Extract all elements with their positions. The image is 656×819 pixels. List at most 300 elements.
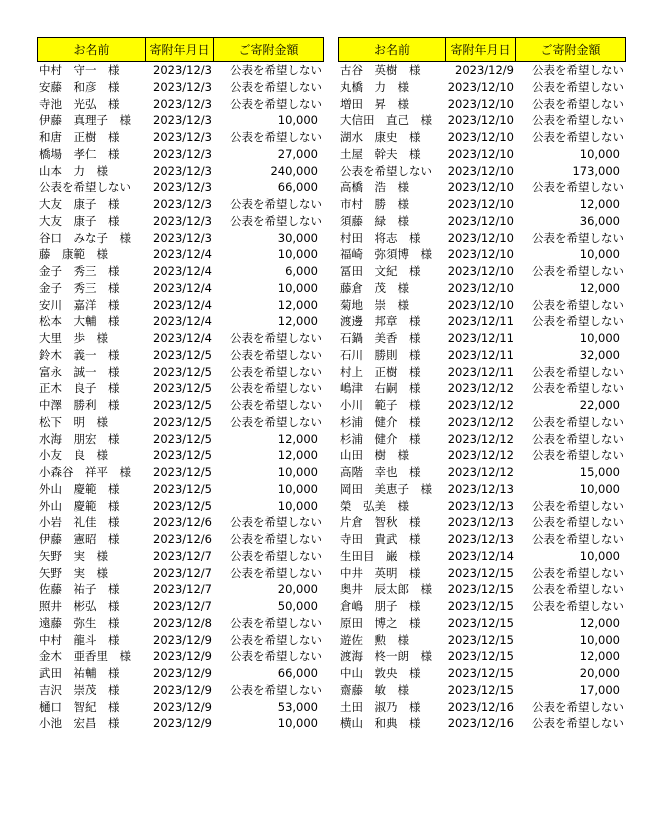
table-row bbox=[37, 263, 324, 280]
donation-amount-cell: 公表を希望しない bbox=[532, 381, 624, 396]
donation-date-cell: 2023/12/16 bbox=[447, 699, 514, 714]
donation-date-cell: 2023/12/10 bbox=[447, 230, 514, 245]
donation-amount-cell: 12,000 bbox=[277, 297, 318, 312]
table-row bbox=[37, 682, 324, 699]
table-row bbox=[338, 498, 626, 515]
table-row bbox=[338, 380, 626, 397]
donation-date-cell: 2023/12/5 bbox=[153, 364, 212, 379]
donation-date-cell: 2023/12/5 bbox=[153, 465, 212, 479]
donation-date-cell: 2023/12/12 bbox=[447, 381, 514, 396]
donation-date-cell: 2023/12/15 bbox=[447, 582, 514, 597]
table-row bbox=[338, 632, 626, 649]
donor-table bbox=[37, 37, 324, 732]
donation-amount-cell: 10,000 bbox=[579, 548, 620, 563]
donor-name-cell: 小岩 礼佳 様 bbox=[39, 515, 120, 530]
donation-date-cell: 2023/12/13 bbox=[447, 532, 514, 546]
table-row bbox=[338, 531, 626, 548]
donor-name-cell: 横山 和典 様 bbox=[340, 716, 421, 731]
donation-date-cell: 2023/12/7 bbox=[153, 565, 212, 580]
donation-amount-cell: 12,000 bbox=[579, 197, 620, 211]
table-row bbox=[37, 96, 324, 113]
table-row bbox=[37, 715, 324, 732]
table-row bbox=[338, 514, 626, 531]
donation-amount-cell: 30,000 bbox=[277, 230, 318, 245]
donor-name-cell: 土屋 幹夫 様 bbox=[340, 146, 421, 161]
donation-amount-cell: 公表を希望しない bbox=[230, 381, 322, 396]
table-row bbox=[37, 112, 324, 129]
table-row bbox=[338, 112, 626, 129]
donation-date-cell: 2023/12/9 bbox=[153, 649, 212, 664]
donation-amount-cell: 10,000 bbox=[579, 331, 620, 345]
donation-date-cell: 2023/12/10 bbox=[447, 280, 514, 295]
donation-amount-cell: 公表を希望しない bbox=[230, 565, 322, 580]
donation-amount-cell: 公表を希望しない bbox=[230, 548, 322, 563]
donation-amount-cell: 12,000 bbox=[579, 280, 620, 295]
donation-amount-cell: 公表を希望しない bbox=[532, 364, 624, 379]
donation-date-cell: 2023/12/11 bbox=[447, 314, 514, 329]
donation-amount-cell: 20,000 bbox=[277, 582, 318, 597]
donation-amount-cell: 公表を希望しない bbox=[230, 96, 322, 111]
table-row bbox=[37, 347, 324, 364]
donation-amount-cell: 公表を希望しない bbox=[532, 180, 624, 195]
donor-name-cell: 村田 将志 様 bbox=[340, 230, 421, 245]
table-row bbox=[37, 615, 324, 632]
header-date: 寄附年月日 bbox=[446, 37, 516, 62]
donation-date-cell: 2023/12/15 bbox=[447, 632, 514, 647]
donation-date-cell: 2023/12/3 bbox=[153, 213, 212, 228]
donor-name-cell: 藤倉 茂 様 bbox=[340, 280, 409, 295]
donor-name-cell: 菊地 崇 様 bbox=[340, 297, 409, 312]
donation-date-cell: 2023/12/5 bbox=[153, 414, 212, 429]
donor-name-cell: 大友 康子 様 bbox=[39, 197, 120, 211]
donor-name-cell: 遠藤 弥生 様 bbox=[39, 615, 120, 630]
table-row bbox=[37, 246, 324, 263]
table-row bbox=[37, 79, 324, 96]
donor-name-cell: 安藤 和彦 様 bbox=[39, 79, 120, 94]
donor-name-cell: 安川 嘉洋 様 bbox=[39, 297, 120, 312]
donation-date-cell: 2023/12/12 bbox=[447, 448, 514, 463]
donor-name-cell: 外山 慶範 様 bbox=[39, 481, 120, 496]
donation-date-cell: 2023/12/9 bbox=[153, 716, 212, 731]
table-row bbox=[338, 598, 626, 615]
donation-date-cell: 2023/12/10 bbox=[447, 247, 514, 262]
table-row bbox=[338, 481, 626, 498]
donor-name-cell: 寺田 貴武 様 bbox=[340, 532, 421, 546]
table-row bbox=[37, 129, 324, 146]
donation-amount-cell: 10,000 bbox=[277, 247, 318, 262]
table-row bbox=[37, 380, 324, 397]
table-row bbox=[338, 699, 626, 716]
donation-date-cell: 2023/12/5 bbox=[153, 498, 212, 513]
donation-amount-cell: 公表を希望しない bbox=[532, 532, 624, 546]
donation-date-cell: 2023/12/9 bbox=[153, 632, 212, 647]
donation-date-cell: 2023/12/13 bbox=[447, 515, 514, 530]
donation-amount-cell: 173,000 bbox=[572, 163, 620, 178]
donor-name-cell: 照井 彬弘 様 bbox=[39, 599, 120, 613]
donation-amount-cell: 50,000 bbox=[277, 599, 318, 613]
table-row bbox=[37, 163, 324, 180]
donation-date-cell: 2023/12/4 bbox=[153, 247, 212, 262]
donor-name-cell: 齋藤 敏 様 bbox=[340, 682, 409, 697]
donation-date-cell: 2023/12/5 bbox=[153, 347, 212, 362]
header-amount: ご寄附金額 bbox=[516, 37, 626, 62]
donor-name-cell: 鈴木 義一 様 bbox=[39, 347, 120, 362]
donation-date-cell: 2023/12/3 bbox=[153, 96, 212, 111]
table-row bbox=[338, 431, 626, 448]
donation-amount-cell: 公表を希望しない bbox=[532, 297, 624, 312]
table-row bbox=[37, 514, 324, 531]
table-row bbox=[338, 682, 626, 699]
table-row bbox=[37, 648, 324, 665]
donor-name-cell: 須藤 緑 様 bbox=[340, 213, 409, 228]
donation-date-cell: 2023/12/10 bbox=[447, 163, 514, 178]
header-name: お名前 bbox=[37, 37, 146, 62]
donation-date-cell: 2023/12/5 bbox=[153, 398, 212, 412]
donation-amount-cell: 公表を希望しない bbox=[532, 79, 624, 94]
donation-amount-cell: 公表を希望しない bbox=[532, 565, 624, 580]
table-row bbox=[37, 364, 324, 381]
donation-date-cell: 2023/12/9 bbox=[455, 63, 514, 77]
donation-amount-cell: 公表を希望しない bbox=[230, 63, 322, 77]
donation-amount-cell: 10,000 bbox=[277, 498, 318, 513]
donation-amount-cell: 公表を希望しない bbox=[230, 632, 322, 647]
donation-date-cell: 2023/12/10 bbox=[447, 197, 514, 211]
donor-name-cell: 金子 秀三 様 bbox=[39, 264, 120, 278]
donation-amount-cell: 10,000 bbox=[579, 247, 620, 262]
donation-date-cell: 2023/12/7 bbox=[153, 548, 212, 563]
header-date: 寄附年月日 bbox=[146, 37, 214, 62]
donor-rows bbox=[338, 62, 626, 732]
donor-name-cell: 杉浦 健介 様 bbox=[340, 414, 421, 429]
donor-name-cell: 石鍋 美香 様 bbox=[340, 331, 421, 345]
donation-amount-cell: 公表を希望しない bbox=[532, 716, 624, 731]
donor-name-cell: 外山 慶範 様 bbox=[39, 498, 120, 513]
table-row bbox=[338, 330, 626, 347]
donor-name-cell: 藤 康範 様 bbox=[39, 247, 108, 262]
donation-date-cell: 2023/12/4 bbox=[153, 264, 212, 278]
donor-name-cell: 嶋津 右嗣 様 bbox=[340, 381, 421, 396]
donation-date-cell: 2023/12/12 bbox=[447, 465, 514, 479]
donor-name-cell: 古谷 英樹 様 bbox=[340, 63, 421, 77]
donor-name-cell: 中村 龍斗 様 bbox=[39, 632, 120, 647]
table-row bbox=[37, 598, 324, 615]
table-row bbox=[338, 62, 626, 79]
table-row bbox=[37, 632, 324, 649]
table-row bbox=[37, 464, 324, 481]
donation-date-cell: 2023/12/3 bbox=[153, 113, 212, 128]
donor-name-cell: 矢野 実 様 bbox=[39, 548, 108, 563]
table-row bbox=[37, 481, 324, 498]
donation-date-cell: 2023/12/15 bbox=[447, 565, 514, 580]
donor-name-cell: 村上 正樹 様 bbox=[340, 364, 421, 379]
donor-name-cell: 増田 昇 様 bbox=[340, 96, 409, 111]
donation-date-cell: 2023/12/12 bbox=[447, 431, 514, 446]
donation-date-cell: 2023/12/6 bbox=[153, 532, 212, 546]
donor-name-cell: 片倉 智秋 様 bbox=[340, 515, 421, 530]
header-amount: ご寄附金額 bbox=[214, 37, 324, 62]
donation-amount-cell: 12,000 bbox=[277, 431, 318, 446]
donation-amount-cell: 12,000 bbox=[277, 448, 318, 463]
donation-amount-cell: 公表を希望しない bbox=[532, 515, 624, 530]
donation-date-cell: 2023/12/14 bbox=[447, 548, 514, 563]
donor-name-cell: 渡海 柊一朗 様 bbox=[340, 649, 432, 664]
donation-date-cell: 2023/12/10 bbox=[447, 264, 514, 278]
table-row bbox=[338, 715, 626, 732]
donation-amount-cell: 32,000 bbox=[579, 347, 620, 362]
table-row bbox=[37, 531, 324, 548]
donor-name-cell: 樋口 智紀 様 bbox=[39, 699, 120, 714]
donor-name-cell: 寺池 光弘 様 bbox=[39, 96, 120, 111]
donation-date-cell: 2023/12/6 bbox=[153, 515, 212, 530]
donation-date-cell: 2023/12/9 bbox=[153, 699, 212, 714]
donation-amount-cell: 公表を希望しない bbox=[532, 264, 624, 278]
table-row bbox=[37, 414, 324, 431]
donor-name-cell: 中井 英明 様 bbox=[340, 565, 421, 580]
donation-date-cell: 2023/12/10 bbox=[447, 96, 514, 111]
table-row bbox=[338, 230, 626, 247]
donor-name-cell: 大里 歩 様 bbox=[39, 331, 108, 345]
donor-name-cell: 水海 朋宏 様 bbox=[39, 431, 120, 446]
donor-name-cell: 山田 樹 様 bbox=[340, 448, 409, 463]
donation-amount-cell: 公表を希望しない bbox=[230, 331, 322, 345]
donation-amount-cell: 公表を希望しない bbox=[532, 63, 624, 77]
donor-name-cell: 中村 守一 様 bbox=[39, 63, 120, 77]
donation-date-cell: 2023/12/11 bbox=[447, 331, 514, 345]
donation-date-cell: 2023/12/15 bbox=[447, 615, 514, 630]
donation-amount-cell: 公表を希望しない bbox=[230, 532, 322, 546]
donor-name-cell: 土田 淑乃 様 bbox=[340, 699, 421, 714]
table-row bbox=[338, 213, 626, 230]
table-row bbox=[37, 213, 324, 230]
donation-amount-cell: 10,000 bbox=[277, 465, 318, 479]
donation-date-cell: 2023/12/5 bbox=[153, 481, 212, 496]
donation-amount-cell: 公表を希望しない bbox=[532, 414, 624, 429]
donation-amount-cell: 10,000 bbox=[579, 146, 620, 161]
donor-name-cell: 福崎 弥須博 様 bbox=[340, 247, 432, 262]
donation-amount-cell: 公表を希望しない bbox=[532, 130, 624, 144]
table-row bbox=[338, 280, 626, 297]
donor-name-cell: 石川 勝則 様 bbox=[340, 347, 421, 362]
donation-date-cell: 2023/12/3 bbox=[153, 130, 212, 144]
donation-date-cell: 2023/12/8 bbox=[153, 615, 212, 630]
donation-amount-cell: 36,000 bbox=[579, 213, 620, 228]
table-row bbox=[37, 397, 324, 414]
donation-amount-cell: 17,000 bbox=[579, 682, 620, 697]
table-row bbox=[338, 146, 626, 163]
donor-name-cell: 吉沢 崇茂 様 bbox=[39, 682, 120, 697]
donor-name-cell: 谷口 みな子 様 bbox=[39, 230, 131, 245]
donation-date-cell: 2023/12/10 bbox=[447, 213, 514, 228]
donor-name-cell: 生田目 巌 様 bbox=[340, 548, 421, 563]
donation-amount-cell: 公表を希望しない bbox=[532, 96, 624, 111]
table-row bbox=[338, 263, 626, 280]
donation-date-cell: 2023/12/13 bbox=[447, 481, 514, 496]
donation-amount-cell: 公表を希望しない bbox=[230, 364, 322, 379]
donor-name-cell: 伊藤 真理子 様 bbox=[39, 113, 131, 128]
donor-name-cell: 小川 範子 様 bbox=[340, 398, 421, 412]
donation-date-cell: 2023/12/4 bbox=[153, 280, 212, 295]
donation-amount-cell: 66,000 bbox=[277, 666, 318, 680]
donation-date-cell: 2023/12/4 bbox=[153, 331, 212, 345]
donation-amount-cell: 6,000 bbox=[285, 264, 318, 278]
donation-date-cell: 2023/12/7 bbox=[153, 582, 212, 597]
donor-name-cell: 中山 敦央 様 bbox=[340, 666, 421, 680]
table-header bbox=[338, 37, 626, 62]
donation-date-cell: 2023/12/3 bbox=[153, 79, 212, 94]
donor-name-cell: 倉嶋 朋子 様 bbox=[340, 599, 421, 613]
table-row bbox=[338, 313, 626, 330]
table-row bbox=[338, 179, 626, 196]
donation-date-cell: 2023/12/3 bbox=[153, 180, 212, 195]
table-row bbox=[338, 297, 626, 314]
donation-date-cell: 2023/12/10 bbox=[447, 146, 514, 161]
donor-name-cell: 大友 康子 様 bbox=[39, 213, 120, 228]
table-row bbox=[338, 364, 626, 381]
donation-date-cell: 2023/12/3 bbox=[153, 146, 212, 161]
donation-date-cell: 2023/12/11 bbox=[447, 364, 514, 379]
donation-amount-cell: 公表を希望しない bbox=[532, 431, 624, 446]
table-row bbox=[37, 230, 324, 247]
donor-name-cell: 松本 大輔 様 bbox=[39, 314, 120, 329]
table-row bbox=[37, 581, 324, 598]
donation-date-cell: 2023/12/3 bbox=[153, 197, 212, 211]
donor-name-cell: 小友 良 様 bbox=[39, 448, 108, 463]
donor-name-cell: 高階 幸也 様 bbox=[340, 465, 421, 479]
donation-date-cell: 2023/12/3 bbox=[153, 63, 212, 77]
donation-amount-cell: 10,000 bbox=[277, 481, 318, 496]
donor-name-cell: 榮 弘美 様 bbox=[340, 498, 409, 513]
donation-date-cell: 2023/12/15 bbox=[447, 599, 514, 613]
donation-amount-cell: 公表を希望しない bbox=[532, 230, 624, 245]
donation-date-cell: 2023/12/9 bbox=[153, 682, 212, 697]
donor-name-cell: 渡邊 邦章 様 bbox=[340, 314, 421, 329]
donation-amount-cell: 公表を希望しない bbox=[230, 213, 322, 228]
donation-date-cell: 2023/12/5 bbox=[153, 448, 212, 463]
table-row bbox=[37, 565, 324, 582]
donation-date-cell: 2023/12/10 bbox=[447, 297, 514, 312]
donation-amount-cell: 10,000 bbox=[277, 113, 318, 128]
donor-name-cell: 遊佐 勲 様 bbox=[340, 632, 409, 647]
donation-date-cell: 2023/12/12 bbox=[447, 414, 514, 429]
donor-name-cell: 山本 力 様 bbox=[39, 163, 108, 178]
donation-date-cell: 2023/12/3 bbox=[153, 163, 212, 178]
table-row bbox=[338, 648, 626, 665]
table-row bbox=[37, 498, 324, 515]
donation-date-cell: 2023/12/10 bbox=[447, 79, 514, 94]
table-row bbox=[37, 179, 324, 196]
donor-name-cell: 冨田 文紀 様 bbox=[340, 264, 421, 278]
donor-name-cell: 公表を希望しない bbox=[340, 163, 432, 178]
donation-date-cell: 2023/12/16 bbox=[447, 716, 514, 731]
donation-date-cell: 2023/12/15 bbox=[447, 682, 514, 697]
donation-amount-cell: 10,000 bbox=[579, 481, 620, 496]
donor-rows bbox=[37, 62, 324, 732]
donation-date-cell: 2023/12/4 bbox=[153, 314, 212, 329]
donor-name-cell: 金木 亜香里 様 bbox=[39, 649, 131, 664]
donation-amount-cell: 公表を希望しない bbox=[532, 113, 624, 128]
donation-amount-cell: 53,000 bbox=[277, 699, 318, 714]
table-row bbox=[37, 665, 324, 682]
table-row bbox=[37, 431, 324, 448]
donation-amount-cell: 公表を希望しない bbox=[230, 649, 322, 664]
donation-amount-cell: 公表を希望しない bbox=[230, 615, 322, 630]
donor-name-cell: 金子 秀三 様 bbox=[39, 280, 120, 295]
donation-amount-cell: 12,000 bbox=[579, 649, 620, 664]
donor-name-cell: 富永 誠一 様 bbox=[39, 364, 120, 379]
donation-amount-cell: 公表を希望しない bbox=[230, 398, 322, 412]
donation-date-cell: 2023/12/13 bbox=[447, 498, 514, 513]
donor-name-cell: 公表を希望しない bbox=[39, 180, 131, 195]
donor-name-cell: 原田 博之 様 bbox=[340, 615, 421, 630]
donation-amount-cell: 20,000 bbox=[579, 666, 620, 680]
table-row bbox=[338, 397, 626, 414]
donation-date-cell: 2023/12/10 bbox=[447, 113, 514, 128]
donation-amount-cell: 公表を希望しない bbox=[532, 582, 624, 597]
table-row bbox=[37, 146, 324, 163]
table-row bbox=[338, 414, 626, 431]
donation-amount-cell: 240,000 bbox=[270, 163, 318, 178]
table-row bbox=[338, 246, 626, 263]
donor-name-cell: 市村 勝 様 bbox=[340, 197, 409, 211]
header-name: お名前 bbox=[338, 37, 446, 62]
table-row bbox=[37, 699, 324, 716]
donation-amount-cell: 27,000 bbox=[277, 146, 318, 161]
table-row bbox=[37, 62, 324, 79]
donation-amount-cell: 12,000 bbox=[579, 615, 620, 630]
donation-amount-cell: 公表を希望しない bbox=[532, 599, 624, 613]
donor-name-cell: 伊藤 憲昭 様 bbox=[39, 532, 120, 546]
donation-amount-cell: 15,000 bbox=[579, 465, 620, 479]
table-row bbox=[338, 565, 626, 582]
donation-date-cell: 2023/12/3 bbox=[153, 230, 212, 245]
donation-amount-cell: 公表を希望しない bbox=[230, 347, 322, 362]
donation-date-cell: 2023/12/11 bbox=[447, 347, 514, 362]
table-row bbox=[37, 297, 324, 314]
table-row bbox=[338, 447, 626, 464]
donation-amount-cell: 公表を希望しない bbox=[230, 197, 322, 211]
donor-name-cell: 矢野 実 様 bbox=[39, 565, 108, 580]
table-row bbox=[338, 196, 626, 213]
donation-amount-cell: 12,000 bbox=[277, 314, 318, 329]
table-row bbox=[37, 548, 324, 565]
donation-date-cell: 2023/12/5 bbox=[153, 431, 212, 446]
donation-amount-cell: 10,000 bbox=[277, 716, 318, 731]
donation-amount-cell: 公表を希望しない bbox=[230, 414, 322, 429]
donation-amount-cell: 公表を希望しない bbox=[532, 699, 624, 714]
donation-date-cell: 2023/12/7 bbox=[153, 599, 212, 613]
donor-name-cell: 湖水 康史 様 bbox=[340, 130, 421, 144]
table-row bbox=[338, 581, 626, 598]
table-row bbox=[37, 196, 324, 213]
donor-name-cell: 小池 宏昌 様 bbox=[39, 716, 120, 731]
donor-name-cell: 佐藤 祐子 様 bbox=[39, 582, 120, 597]
donor-name-cell: 丸橋 力 様 bbox=[340, 79, 409, 94]
donation-date-cell: 2023/12/10 bbox=[447, 180, 514, 195]
donor-name-cell: 和唐 正樹 様 bbox=[39, 130, 120, 144]
donation-amount-cell: 公表を希望しない bbox=[230, 79, 322, 94]
donation-amount-cell: 公表を希望しない bbox=[230, 130, 322, 144]
donation-amount-cell: 66,000 bbox=[277, 180, 318, 195]
donation-date-cell: 2023/12/9 bbox=[153, 666, 212, 680]
table-row bbox=[338, 665, 626, 682]
donation-amount-cell: 公表を希望しない bbox=[532, 314, 624, 329]
table-row bbox=[338, 96, 626, 113]
table-row bbox=[37, 330, 324, 347]
donation-amount-cell: 公表を希望しない bbox=[532, 498, 624, 513]
donor-name-cell: 正木 良子 様 bbox=[39, 381, 120, 396]
donation-amount-cell: 公表を希望しない bbox=[230, 515, 322, 530]
table-row bbox=[338, 347, 626, 364]
